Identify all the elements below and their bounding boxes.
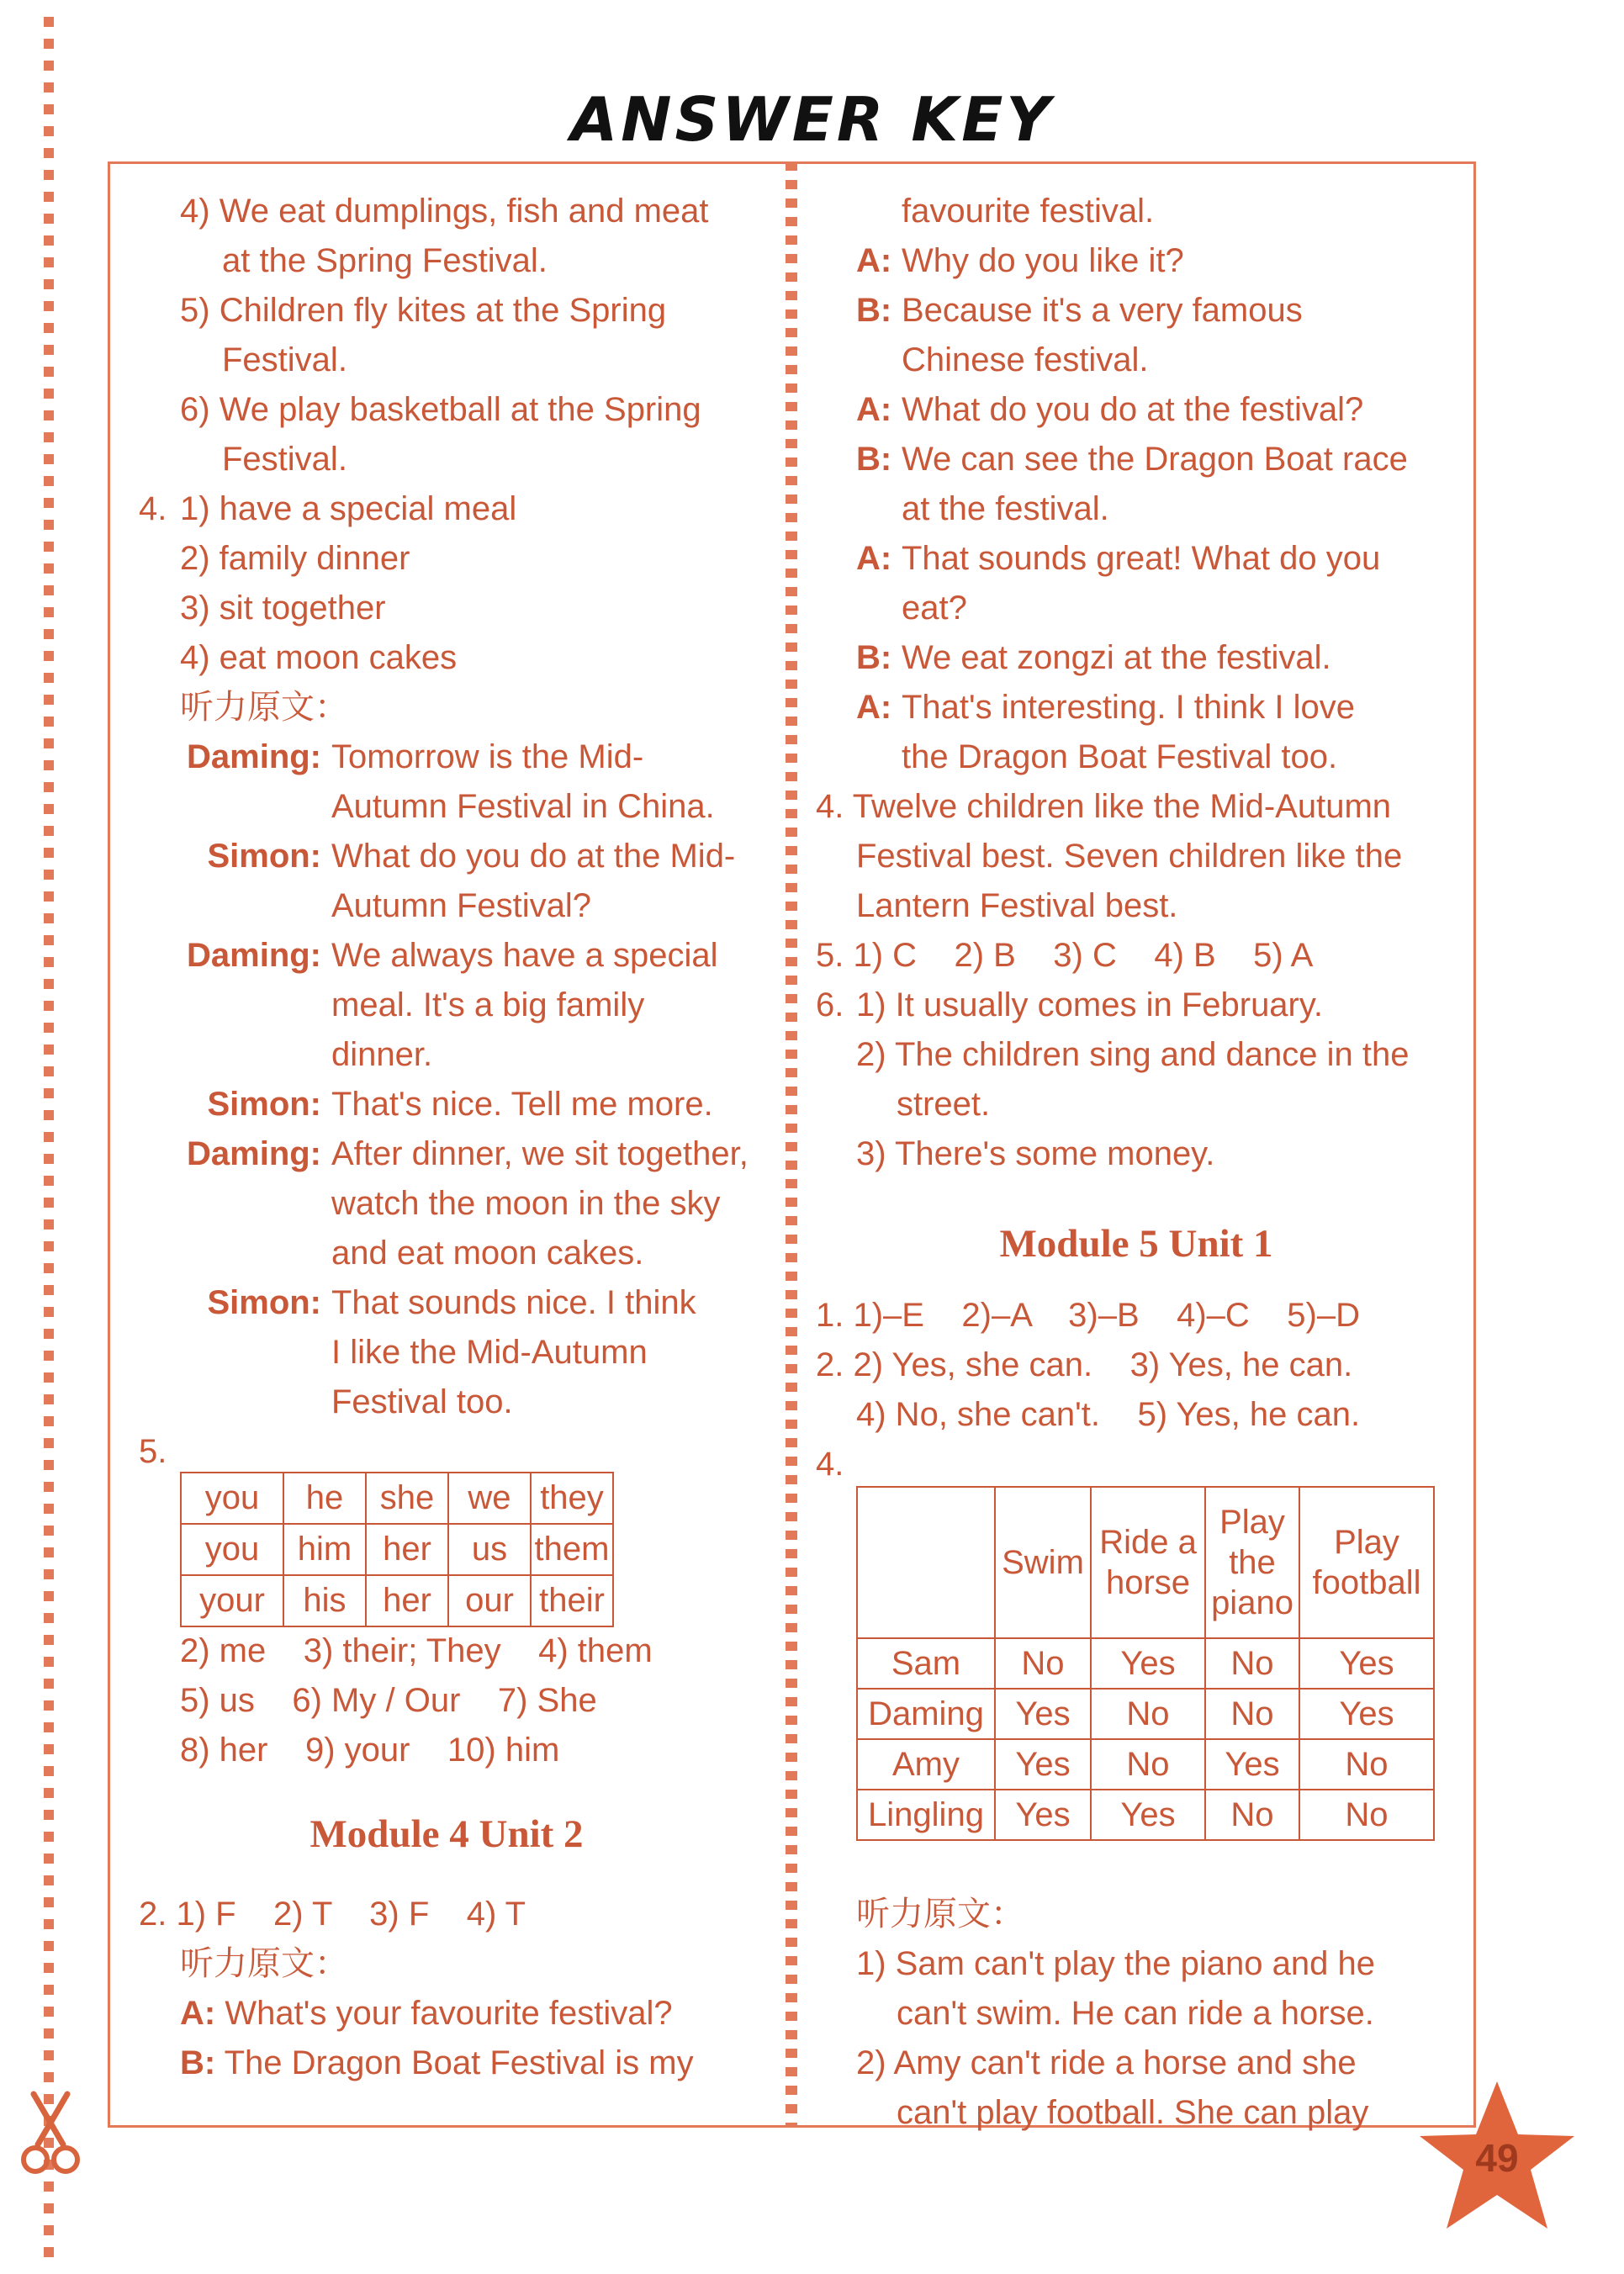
- scissors-icon: [17, 2086, 84, 2178]
- transcript-label: 听力原文：: [856, 1896, 1024, 1933]
- transcript-label: 听力原文：: [180, 689, 348, 726]
- section-title: Module 5 Unit 1: [999, 1222, 1273, 1266]
- column-divider: [786, 161, 797, 2128]
- cut-line: [44, 17, 54, 2262]
- speaker: Daming:: [187, 1135, 321, 1172]
- list-item: 5) Children fly kites at the Spring: [180, 292, 667, 329]
- question-number: 5.: [139, 1433, 167, 1470]
- question-number: 4.: [139, 490, 167, 527]
- pronoun-table: you he she we they you him her us them your his her our their: [180, 1472, 614, 1627]
- speaker: Simon:: [207, 1086, 321, 1123]
- page-number: 49: [1475, 2136, 1519, 2180]
- section-title: Module 4 Unit 2: [309, 1812, 584, 1856]
- speaker: Simon:: [207, 838, 321, 875]
- speaker: Daming:: [187, 937, 321, 974]
- page-number-badge: [1413, 2077, 1581, 2241]
- ability-table: Swim Ride a horse Play the piano Play football Sam No Yes No Yes Daming Yes No No Yes Amy Yes No Yes No Lingling Yes Yes No No: [856, 1486, 1435, 1841]
- page-title: ANSWER KEY: [570, 84, 1054, 155]
- list-item: 6) We play basketball at the Spring: [180, 391, 701, 428]
- speaker: Daming:: [187, 738, 321, 775]
- list-item: 4) We eat dumplings, fish and meat: [180, 193, 709, 230]
- transcript-label: 听力原文：: [180, 1945, 348, 1982]
- speaker: Simon:: [207, 1284, 321, 1321]
